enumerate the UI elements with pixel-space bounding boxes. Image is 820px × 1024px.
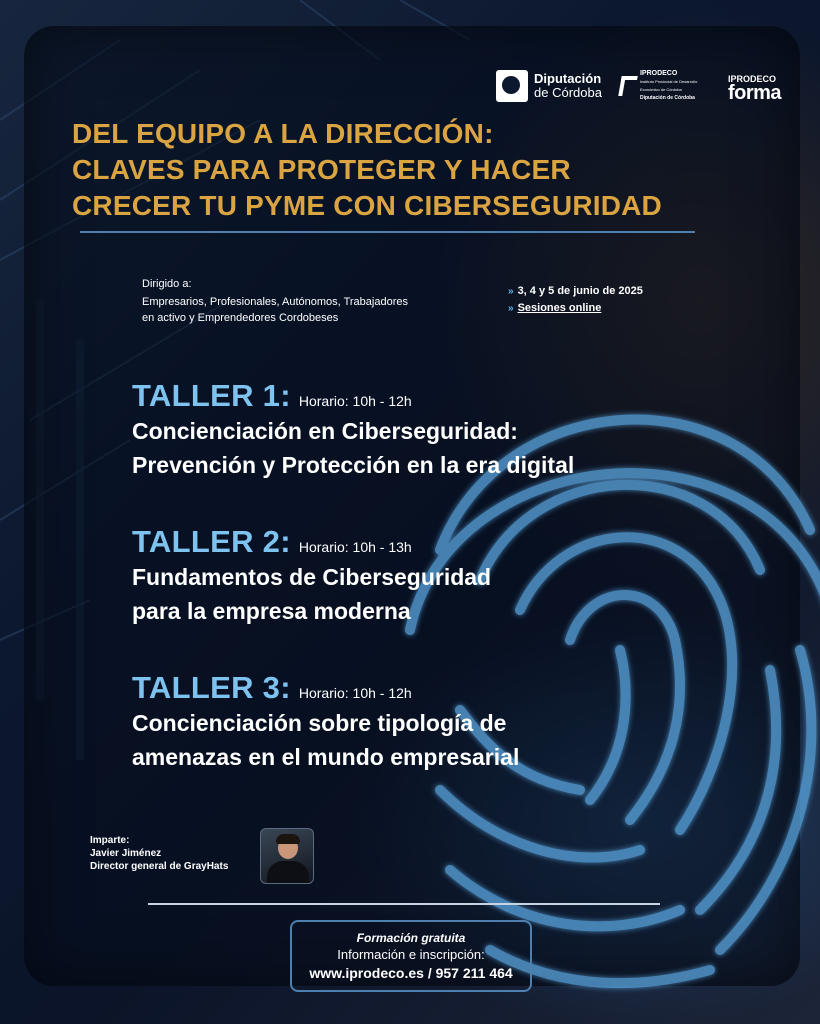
speaker-label: Imparte: xyxy=(90,835,130,846)
sessions-online-link[interactable]: Sesiones online xyxy=(517,302,602,314)
iprodeco-mark-icon xyxy=(618,76,638,96)
event-info xyxy=(508,283,643,317)
title-divider xyxy=(80,231,695,233)
title-line-3: CRECER TU PYME CON CIBERSEGURIDAD xyxy=(72,190,662,221)
workshop-2-name: TALLER 2: xyxy=(132,524,291,559)
dates-text: 3, 4 y 5 de junio de 2025 xyxy=(517,285,643,297)
workshop-1-hours: Horario: 10h - 12h xyxy=(298,393,412,409)
workshop-2-desc-line-2: para la empresa moderna xyxy=(132,598,411,624)
audience-label: Dirigido a: xyxy=(142,278,192,290)
workshop-1-desc-line-2: Prevención y Protección en la era digital xyxy=(132,452,575,478)
diputacion-logo xyxy=(496,70,602,102)
event-title xyxy=(72,116,712,224)
workshop-2 xyxy=(132,524,491,628)
workshop-3-hours: Horario: 10h - 12h xyxy=(298,685,412,701)
speaker-block xyxy=(90,834,228,873)
workshop-3-name: TALLER 3: xyxy=(132,670,291,705)
free-training-label: Formación gratuita xyxy=(356,931,466,945)
arrow-icon: » xyxy=(508,303,514,314)
event-mode[interactable] xyxy=(508,300,643,317)
workshop-2-desc-line-1: Fundamentos de Ciberseguridad xyxy=(132,564,492,590)
audience-line-1: Empresarios, Profesionales, Autónomos, Trabajadores xyxy=(142,296,408,308)
footer-divider xyxy=(148,903,660,905)
event-dates xyxy=(508,283,643,300)
contact-box[interactable] xyxy=(290,920,532,992)
speaker-photo xyxy=(260,828,314,884)
iprodeco-name: IPRODECO xyxy=(639,70,678,77)
iprodeco-parent: Diputación de Córdoba xyxy=(639,95,695,101)
audience-block xyxy=(142,276,482,326)
speaker-role: Director general de GrayHats xyxy=(90,861,229,872)
contact-link[interactable]: www.iprodeco.es / 957 211 464 xyxy=(309,965,513,981)
audience-line-2: en activo y Emprendedores Cordobeses xyxy=(142,312,339,324)
iprodeco-forma-logo xyxy=(727,72,782,104)
workshop-3-desc-line-2: amenazas en el mundo empresarial xyxy=(132,744,520,770)
speaker-name: Javier Jiménez xyxy=(90,848,162,859)
title-line-2: CLAVES PARA PROTEGER Y HACER xyxy=(72,154,571,185)
title-line-1: DEL EQUIPO A LA DIRECCIÓN: xyxy=(72,118,494,149)
diputacion-place: de Córdoba xyxy=(534,85,602,100)
diputacion-name: Diputación xyxy=(534,71,602,86)
workshop-2-hours: Horario: 10h - 13h xyxy=(298,539,412,555)
workshop-3-desc-line-1: Concienciación sobre tipología de xyxy=(132,710,507,736)
workshop-3 xyxy=(132,670,519,774)
forma-word: forma xyxy=(727,82,782,104)
iprodeco-subtitle: Instituto Provincial de Desarrollo Económico de Córdoba xyxy=(639,79,698,92)
workshop-1-desc-line-1: Concienciación en Ciberseguridad: xyxy=(132,418,518,444)
forma-brand: IPRODECO xyxy=(727,74,776,84)
registration-label: Información e inscripción: xyxy=(337,947,485,962)
workshop-1 xyxy=(132,378,574,482)
iprodeco-logo xyxy=(620,70,710,102)
arrow-icon: » xyxy=(508,286,514,297)
diputacion-mark-icon xyxy=(496,70,528,102)
logo-bar xyxy=(496,66,781,106)
workshop-1-name: TALLER 1: xyxy=(132,378,291,413)
